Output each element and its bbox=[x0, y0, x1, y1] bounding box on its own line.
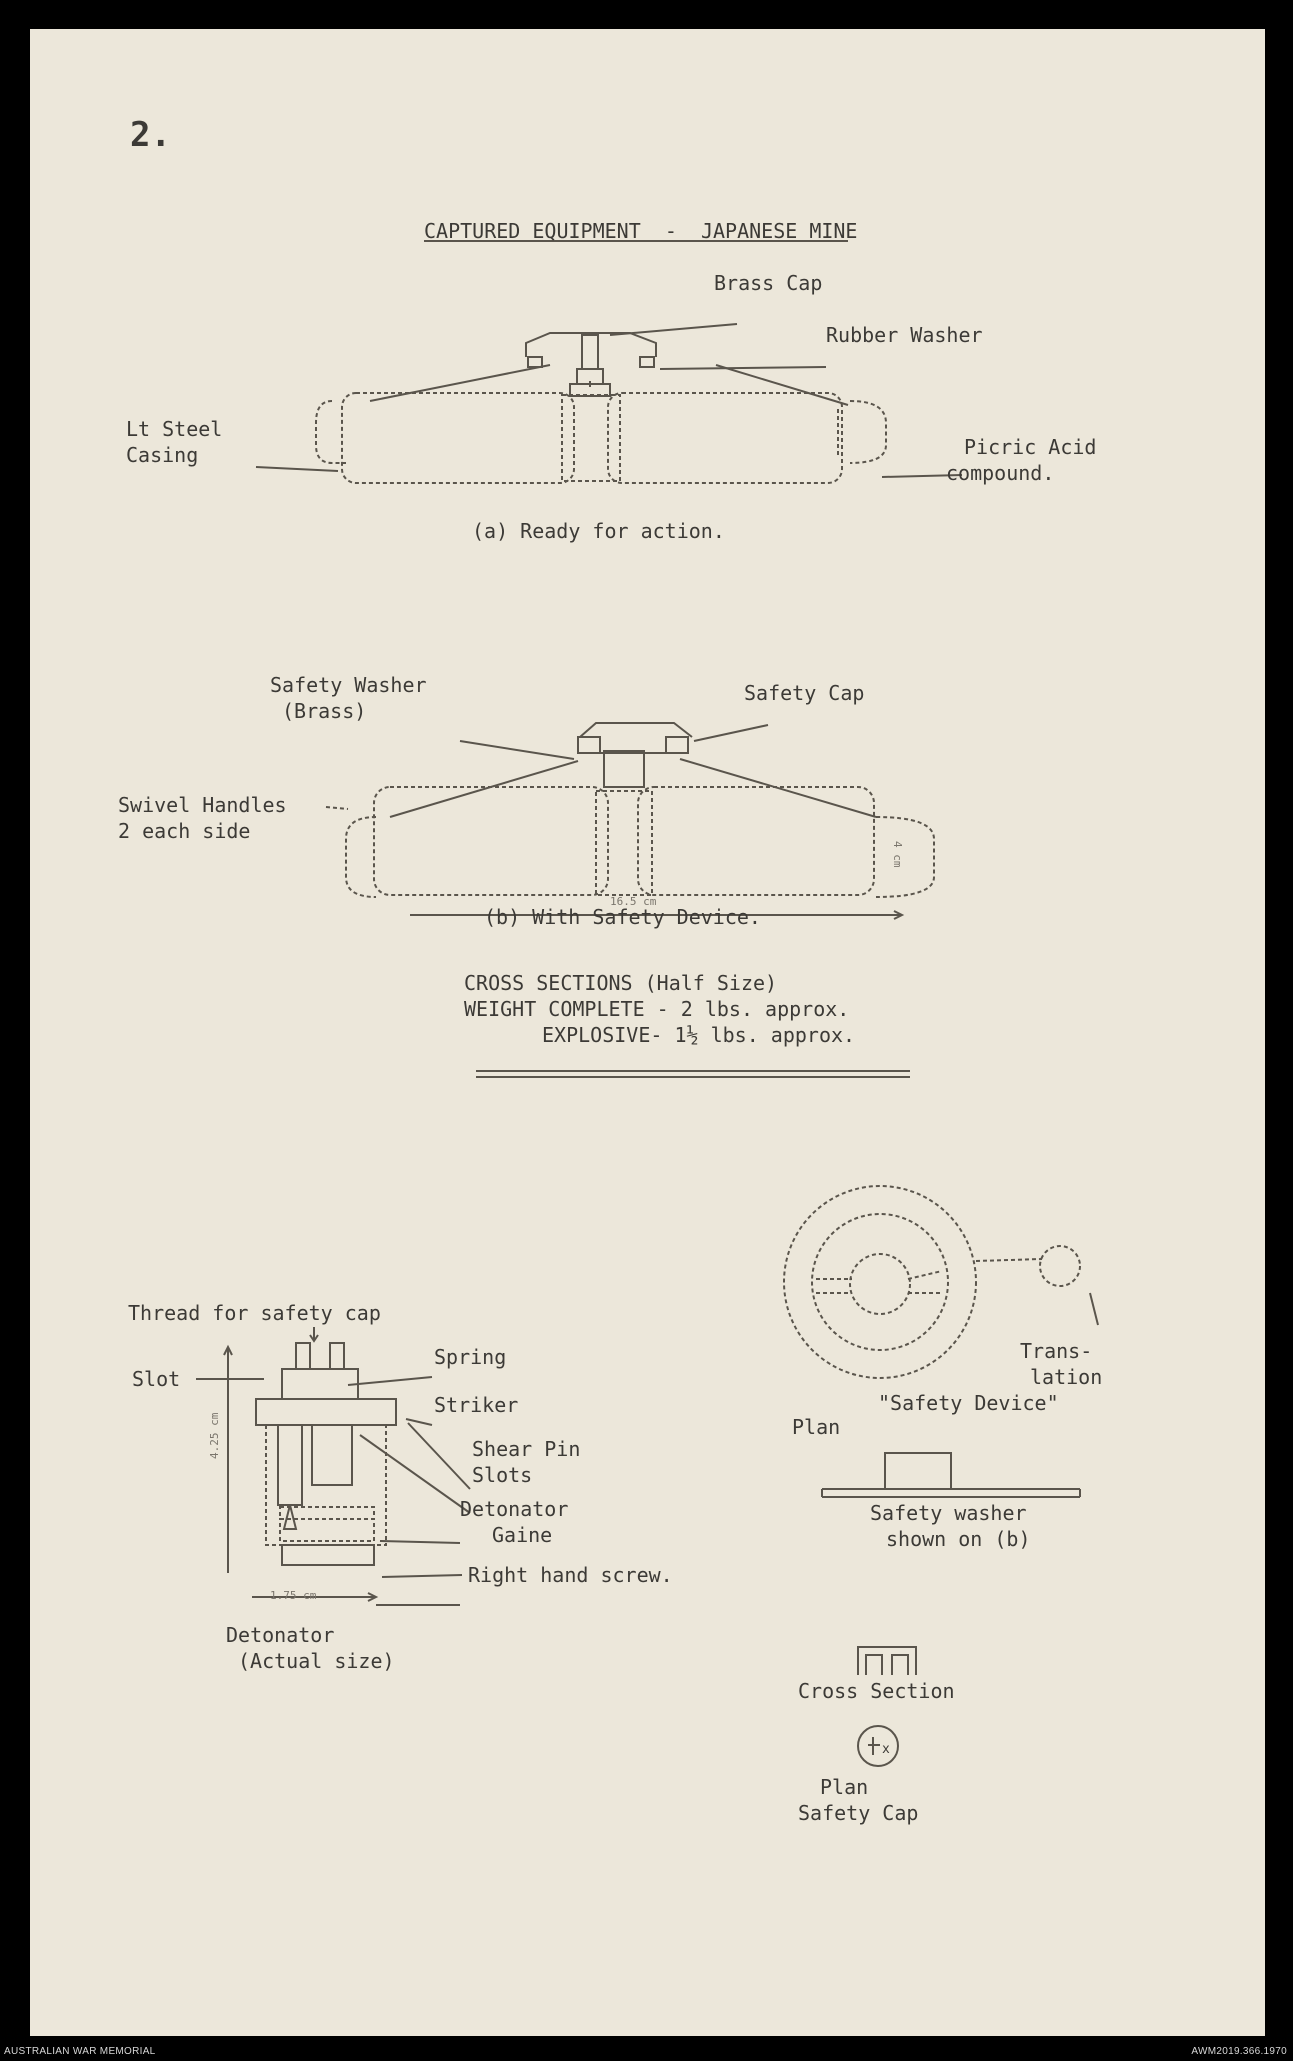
label-brass-cap: Brass Cap bbox=[714, 271, 823, 295]
leader-b-left bbox=[390, 761, 578, 817]
leader-gaine bbox=[382, 1575, 462, 1577]
caption-detonator: Detonator bbox=[226, 1623, 335, 1647]
label-picric-line1: Picric Acid bbox=[964, 435, 1097, 459]
cross-section-drawing bbox=[858, 1647, 916, 1675]
leader-safety-cap bbox=[694, 725, 768, 741]
leader-detonator bbox=[380, 1541, 460, 1543]
label-slot: Slot bbox=[132, 1367, 181, 1391]
leader-brass-cap bbox=[610, 324, 737, 335]
svg-text:x: x bbox=[882, 1742, 890, 1757]
label-striker: Striker bbox=[434, 1393, 519, 1417]
label-picric-line2: compound. bbox=[946, 461, 1055, 485]
leader-casing bbox=[256, 467, 338, 471]
label-safety-device: "Safety Device" bbox=[878, 1391, 1059, 1415]
label-plan-cap: Plan bbox=[820, 1775, 869, 1799]
label-casing-line2: Casing bbox=[126, 443, 199, 467]
notes-explosive: EXPLOSIVE- 1½ lbs. approx. bbox=[542, 1023, 856, 1047]
label-translation-line1: Trans- bbox=[1020, 1339, 1093, 1363]
label-safety-washer: Safety washer bbox=[870, 1501, 1027, 1525]
page-number: 2. bbox=[130, 115, 171, 155]
label-casing-line1: Lt Steel bbox=[126, 417, 223, 441]
footer-institution: AUSTRALIAN WAR MEMORIAL bbox=[4, 2046, 156, 2057]
label-spring: Spring bbox=[434, 1345, 507, 1369]
footer-accession-number: AWM2019.366.1970 bbox=[1191, 2046, 1287, 2057]
label-thread: Thread for safety cap bbox=[128, 1301, 381, 1325]
leader-right-top bbox=[716, 365, 848, 405]
leader-rubber-washer bbox=[660, 367, 826, 369]
leader-casing-top bbox=[370, 365, 550, 401]
leader-shear-pin bbox=[408, 1423, 470, 1489]
caption-actual-size: (Actual size) bbox=[238, 1649, 395, 1673]
label-gaine: Gaine bbox=[492, 1523, 553, 1547]
leader-slots bbox=[360, 1435, 470, 1513]
mine-drawing-b bbox=[346, 723, 934, 919]
label-safety-cap-plan: Safety Cap bbox=[798, 1801, 919, 1825]
page-title: CAPTURED EQUIPMENT - JAPANESE MINE bbox=[424, 219, 858, 243]
label-detonator: Detonator bbox=[460, 1497, 569, 1521]
leader-safety-washer bbox=[460, 741, 574, 759]
detonator-drawing bbox=[224, 1327, 396, 1601]
label-slots: Slots bbox=[472, 1463, 533, 1487]
label-translation-line2: lation bbox=[1030, 1365, 1103, 1389]
dimension-height: 4 cm bbox=[891, 841, 904, 868]
label-cross-section: Cross Section bbox=[798, 1679, 955, 1703]
label-rubber-washer: Rubber Washer bbox=[826, 323, 983, 347]
label-swivel-line2: 2 each side bbox=[118, 819, 251, 843]
safety-washer-drawing bbox=[822, 1453, 1080, 1497]
notes-cross-sections: CROSS SECTIONS (Half Size) bbox=[464, 971, 778, 995]
dimension-length: 16.5 cm bbox=[610, 895, 657, 908]
leader-swivel bbox=[326, 807, 348, 809]
caption-figure-a: (a) Ready for action. bbox=[472, 519, 725, 543]
label-safety-washer-line2: (Brass) bbox=[282, 699, 367, 723]
leader-spring bbox=[348, 1377, 432, 1385]
dimension-detonator-height: 4.25 cm bbox=[208, 1412, 221, 1459]
label-swivel-line1: Swivel Handles bbox=[118, 793, 287, 817]
caption-figure-b: (b) With Safety Device. bbox=[484, 905, 761, 929]
dimension-detonator-width: 1.75 cm bbox=[270, 1589, 317, 1602]
mine-drawing-a bbox=[316, 333, 886, 483]
safety-cap-plan-drawing bbox=[858, 1726, 898, 1766]
label-plan: Plan bbox=[792, 1415, 841, 1439]
label-safety-washer-line1: Safety Washer bbox=[270, 673, 427, 697]
label-shear-pin: Shear Pin bbox=[472, 1437, 581, 1461]
document-page bbox=[30, 29, 1265, 2036]
notes-weight: WEIGHT COMPLETE - 2 lbs. approx. bbox=[464, 997, 850, 1021]
label-safety-cap: Safety Cap bbox=[744, 681, 865, 705]
label-right-hand-screw: Right hand screw. bbox=[468, 1563, 673, 1587]
label-shown-on-b: shown on (b) bbox=[886, 1527, 1031, 1551]
